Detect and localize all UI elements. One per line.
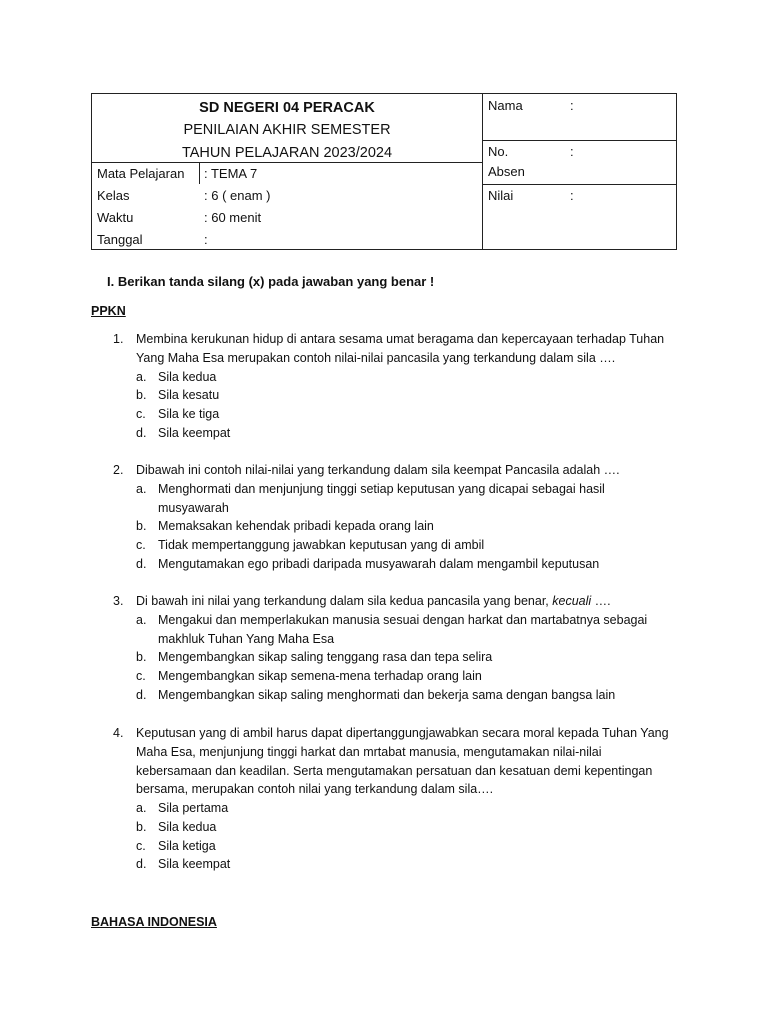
option-text: Sila ke tiga — [158, 407, 220, 421]
option-letter: b. — [136, 819, 147, 834]
stem-end: …. — [594, 594, 611, 608]
option-text: Sila keempat — [158, 857, 231, 872]
option-a[interactable] — [136, 368, 673, 387]
field-colon: : — [570, 188, 574, 203]
field-label: Nilai — [488, 188, 514, 203]
option-list — [136, 611, 673, 705]
option-letter: a. — [136, 369, 147, 384]
option-c[interactable] — [136, 536, 673, 555]
option-text: Mengutamakan ego pribadi daripada musyawarah dalam mengambil keputusan — [158, 556, 600, 571]
option-letter: c. — [136, 538, 146, 552]
question-number: 4. — [113, 726, 124, 740]
info-key: Waktu — [97, 210, 134, 225]
option-letter: c. — [136, 838, 146, 853]
option-a[interactable] — [136, 611, 673, 649]
option-text: Sila kedua — [158, 819, 217, 834]
field-colon: : — [570, 98, 574, 113]
option-a[interactable] — [136, 480, 673, 518]
section-heading-ppkn: PPKN — [91, 304, 126, 318]
option-text: Mengembangkan sikap saling menghormati dan bekerja sama dengan bangsa lain — [158, 687, 616, 702]
question-stem: Dibawah ini contoh nilai-nilai yang terkandung dalam sila keempat Pancasila adalah …. — [136, 463, 620, 477]
option-text: Memaksakan kehendak pribadi kepada orang lain — [158, 519, 434, 534]
question-number: 1. — [113, 332, 124, 346]
option-letter: d. — [136, 425, 147, 440]
option-letter: b. — [136, 650, 147, 665]
option-d[interactable] — [136, 555, 673, 574]
option-d[interactable] — [136, 686, 673, 705]
exam-title: PENILAIAN AKHIR SEMESTER — [183, 122, 391, 138]
option-text: Mengakui dan memperlakukan manusia sesuai dengan harkat dan martabatnya sebagai makhluk Tuhan Yang Maha Esa — [158, 612, 648, 646]
option-d[interactable] — [136, 855, 673, 874]
stem-text: Di bawah ini nilai yang terkandung dalam sila kedua pancasila yang benar, — [136, 594, 549, 608]
option-letter: a. — [136, 612, 147, 627]
info-row-date — [97, 230, 477, 252]
question-stem: Membina kerukunan hidup di antara sesama umat beragama dan kepercayaan terhadap Tuhan Yang Maha Esa merupakan contoh nilai-nilai pancasila yang terkandung dalam sila …. — [136, 332, 665, 365]
option-text: Mengembangkan sikap semena-mena terhadap orang lain — [158, 669, 482, 683]
field-label: Nama — [488, 98, 523, 113]
option-letter: b. — [136, 388, 147, 403]
option-c[interactable] — [136, 667, 673, 686]
stem-emphasis: kecuali — [552, 594, 592, 608]
header-table — [91, 93, 677, 250]
option-list — [136, 799, 673, 874]
info-row-class — [97, 186, 477, 208]
info-value: : — [204, 232, 208, 247]
academic-year: TAHUN PELAJARAN 2023/2024 — [181, 145, 393, 161]
info-value: : 6 ( enam ) — [204, 188, 271, 203]
option-letter: a. — [136, 801, 147, 815]
option-text: Sila kesatu — [158, 388, 220, 403]
option-b[interactable] — [136, 517, 673, 536]
option-c[interactable] — [136, 837, 673, 856]
option-letter: c. — [136, 669, 146, 683]
option-text: Sila ketiga — [158, 838, 216, 853]
option-letter: b. — [136, 519, 147, 534]
option-text: Menghormati dan menjunjung tinggi setiap keputusan yang dicapai sebagai hasil musyawarah — [158, 481, 605, 515]
option-a[interactable] — [136, 799, 673, 818]
option-text: Sila keempat — [158, 425, 231, 440]
question-stem — [136, 592, 673, 611]
question-stem: Keputusan yang di ambil harus dapat dipertanggungjawabkan secara moral kepada Tuhan Yang Maha Esa, menjunjung tinggi harkat dan mrtabat manusia, mengutamakan nilai-nilai kebersamaan dan keadilan. Serta mengutamakan persatuan dan kesatuan demi kepentingan bersama, merupakan contoh nilai yang terkandung dalam sila…. — [136, 726, 669, 797]
question-number: 2. — [113, 463, 124, 477]
option-letter: d. — [136, 687, 147, 702]
option-list — [136, 480, 673, 574]
question-2 — [113, 461, 673, 574]
option-d[interactable] — [136, 424, 673, 443]
info-value: : 60 menit — [204, 210, 262, 225]
option-text: Mengembangkan sikap saling tenggang rasa dan tepa selira — [158, 650, 493, 665]
school-name: SD NEGERI 04 PERACAK — [199, 100, 375, 116]
option-text: Tidak mempertanggung jawabkan keputusan yang di ambil — [158, 538, 485, 552]
option-letter: d. — [136, 556, 147, 571]
section-heading-bahasa-indonesia: BAHASA INDONESIA — [91, 915, 217, 929]
question-4 — [113, 724, 673, 874]
option-text: Sila kedua — [158, 369, 217, 384]
field-label: No. Absen — [488, 144, 525, 179]
question-number: 3. — [113, 594, 124, 608]
option-b[interactable] — [136, 648, 673, 667]
option-list — [136, 368, 673, 443]
info-key: Mata Pelajaran — [97, 166, 185, 181]
info-key: Kelas — [97, 188, 130, 203]
option-b[interactable] — [136, 818, 673, 837]
option-letter: c. — [136, 407, 146, 421]
option-text: Sila pertama — [158, 801, 229, 815]
option-b[interactable] — [136, 386, 673, 405]
info-row-time — [97, 208, 477, 230]
option-letter: a. — [136, 481, 147, 496]
question-3 — [113, 592, 673, 705]
info-row-subject — [97, 164, 477, 186]
option-letter: d. — [136, 857, 147, 872]
info-key: Tanggal — [97, 232, 143, 247]
instruction: I. Berikan tanda silang (x) pada jawaban yang benar ! — [107, 274, 435, 289]
question-1 — [113, 330, 673, 443]
option-c[interactable] — [136, 405, 673, 424]
info-value: : TEMA 7 — [204, 166, 258, 181]
field-colon: : — [570, 144, 574, 159]
